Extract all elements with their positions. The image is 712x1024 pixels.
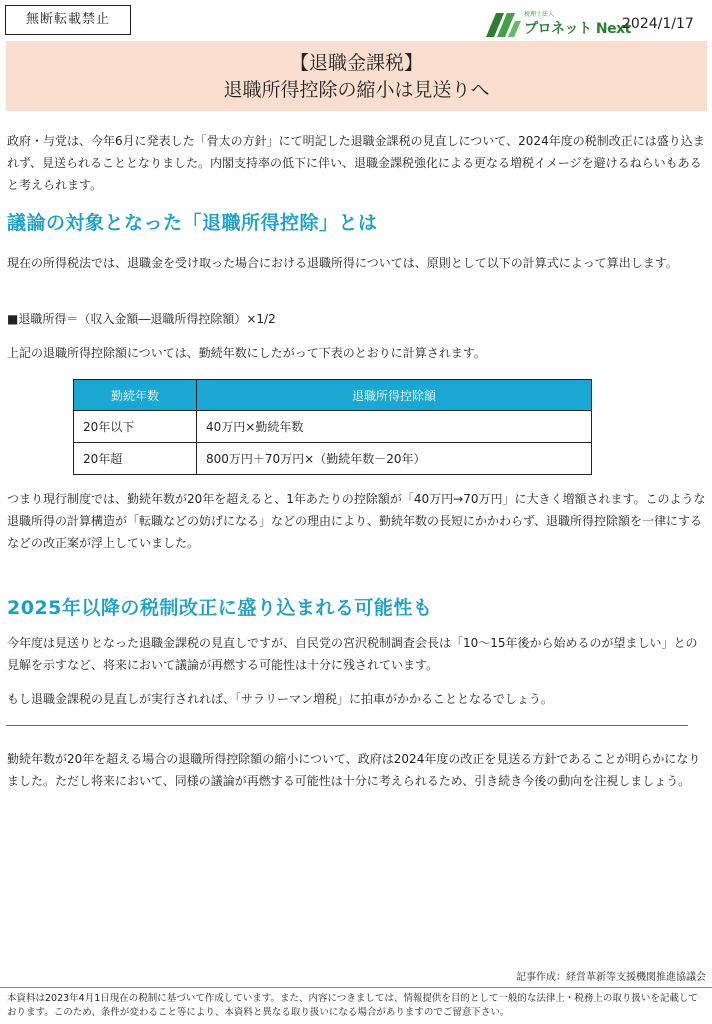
section2-heading: 2025年以降の税制改正に盛り込まれる可能性も xyxy=(7,597,433,619)
company-logo xyxy=(484,9,631,39)
table-header-deduction: 退職所得控除額 xyxy=(197,380,592,411)
section1-paragraph: 現在の所得税法では、退職金を受け取った場合における退職所得については、原則として以下の計算式によって算出します。 xyxy=(7,256,678,270)
table-cell: 40万円×勤続年数 xyxy=(197,411,592,443)
title-banner xyxy=(6,41,707,111)
divider xyxy=(6,725,688,726)
table-row xyxy=(74,443,592,475)
table-cell: 20年以下 xyxy=(74,411,197,443)
table-cell: 20年超 xyxy=(74,443,197,475)
logo-subtitle: 税理士法人 xyxy=(524,11,555,18)
deduction-table xyxy=(73,379,592,475)
no-reprint-badge: 無断転載禁止 xyxy=(5,5,131,35)
title-category: 【退職金課税】 xyxy=(289,52,423,74)
table-row xyxy=(74,411,592,443)
logo-name: プロネット Next xyxy=(524,21,631,37)
page-title: 退職所得控除の縮小は見送りへ xyxy=(223,79,490,101)
article-credit: 記事作成：経営革新等支援機関推進協議会 xyxy=(516,972,706,983)
table-header-years: 勤続年数 xyxy=(74,380,197,411)
leaf-logo-icon xyxy=(484,9,522,39)
section2-paragraph-2: もし退職金課税の見直しが実行されれば、「サラリーマン増税」に拍車がかかることとなるでしょう。 xyxy=(7,692,553,706)
table-header-row xyxy=(74,380,592,411)
section1-heading: 議論の対象となった「退職所得控除」とは xyxy=(7,212,378,234)
table-intro-paragraph: 上記の退職所得控除額については、勤続年数にしたがって下表のとおりに計算されます。 xyxy=(7,346,486,360)
current-system-paragraph: つまり現行制度では、勤続年数が20年を超えると、1年あたりの控除額が「40万円→70万円」に大きく増額されます。このような退職所得の計算構造が「転職などの妨げになる」などの理由により、勤続年数の長短にかかわらず、退職所得控除額を一律にするなどの改正案が浮上していました。 xyxy=(7,492,706,550)
issue-date: 2024/1/17 xyxy=(622,16,694,32)
summary-paragraph: 勤続年数が20年を超える場合の退職所得控除額の縮小について、政府は2024年度の改正を見送る方針であることが明らかになりました。ただし将来において、同様の議論が再燃する可能性は十分に考えられるため、引き続き今後の動向を注視しましょう。 xyxy=(7,752,701,788)
section2-paragraph: 今年度は見送りとなった退職金課税の見直しですが、自民党の宮沢税制調査会長は「10～15年後から始めるのが望ましい」との見解を示すなど、将来において議論が再燃する可能性は十分に残されています。 xyxy=(7,636,698,672)
formula-text: ■退職所得＝（収入金額―退職所得控除額）×1/2 xyxy=(7,312,276,326)
footer-disclaimer: 本資料は2023年4月1日現在の税制に基づいて作成しています。また、内容につきましては、情報提供を目的として一般的な法律上・税務上の取り扱いを記載しております。このため、条件が変わること等により、本資料と異なる取り扱いになる場合がありますのでご留意下さい。 xyxy=(7,993,698,1018)
intro-paragraph: 政府・与党は、今年6月に発表した「骨太の方針」にて明記した退職金課税の見直しについて、2024年度の税制改正には盛り込まれず、見送られることとなりました。内閣支持率の低下に伴い、退職金課税強化による更なる増税イメージを避けるねらいもあると考えられます。 xyxy=(7,134,705,192)
footer-divider xyxy=(0,987,712,988)
table-cell: 800万円＋70万円×（勤続年数－20年） xyxy=(197,443,592,475)
